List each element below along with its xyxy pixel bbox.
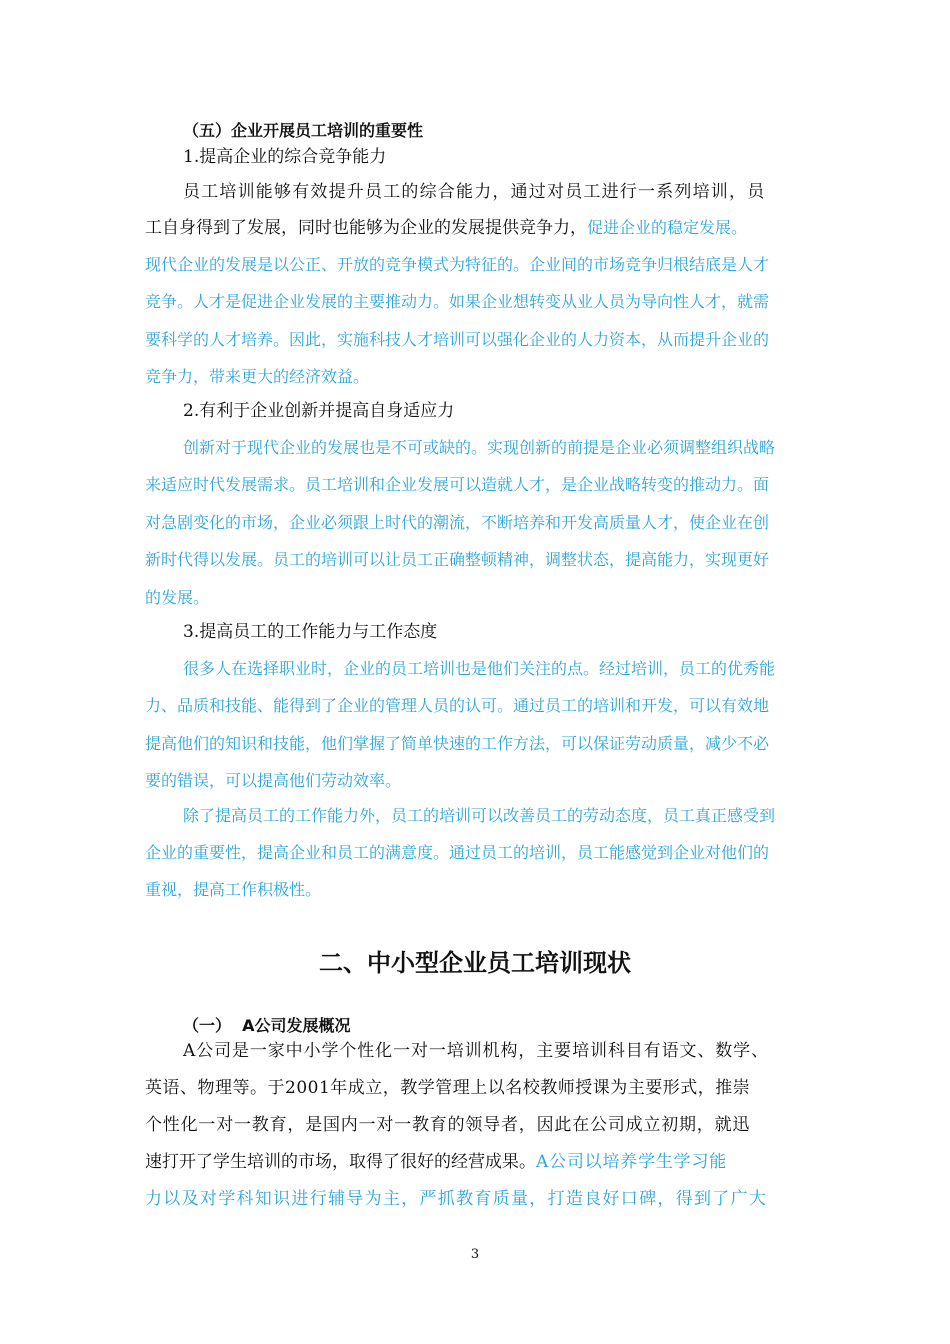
highlighted-line: 对急剧变化的市场，企业必须跟上时代的潮流，不断培养和开发高质量人才，使企业在创 [145, 513, 770, 532]
highlighted-line: 企业的重要性，提高企业和员工的满意度。通过员工的培训，员工能感觉到企业对他们的 [145, 843, 770, 862]
section-heading: （五）企业开展员工培训的重要性 [183, 121, 424, 140]
section-heading: （一） A公司发展概况 [183, 1016, 351, 1035]
paragraph-line: 员工培训能够有效提升员工的综合能力，通过对员工进行一系列培训，员 [183, 182, 766, 202]
paragraph-line [145, 217, 747, 239]
highlighted-line: 力、品质和技能、能得到了企业的管理人员的认可。通过员工的培训和开发，可以有效地 [145, 696, 770, 715]
subheading-2: 2.有利于企业创新并提高自身适应力 [183, 401, 455, 421]
text-segment: 工自身得到了发展，同时也能够为企业的发展提供竞争力， [145, 218, 587, 238]
highlighted-line: 除了提高员工的工作能力外，员工的培训可以改善员工的劳动态度，员工真正感受到 [183, 806, 776, 825]
subheading-1: 1.提高企业的综合竞争能力 [183, 147, 387, 167]
highlighted-line: 力以及对学科知识进行辅导为主，严抓教育质量，打造良好口碑，得到了广大 [145, 1189, 768, 1209]
paragraph-line: A公司是一家中小学个性化一对一培训机构，主要培训科目有语文、数学、 [183, 1041, 769, 1061]
highlighted-line: 创新对于现代企业的发展也是不可或缺的。实现创新的前提是企业必须调整组织战略 [183, 438, 776, 457]
paragraph-line [145, 1151, 727, 1173]
paragraph-line: 英语、物理等。于2001年成立，教学管理上以名校教师授课为主要形式，推崇 [145, 1078, 751, 1098]
highlighted-line: 提高他们的知识和技能，他们掌握了简单快速的工作方法，可以保证劳动质量，减少不必 [145, 734, 770, 753]
highlighted-line: 新时代得以发展。员工的培训可以让员工正确整顿精神，调整状态，提高能力，实现更好 [145, 550, 770, 569]
highlighted-line: 的发展。 [145, 588, 210, 607]
chapter-title: 二、中小型企业员工培训现状 [319, 949, 631, 977]
highlighted-line: 竞争力，带来更大的经济效益。 [145, 367, 370, 386]
page-number: 3 [470, 1247, 480, 1262]
highlighted-line: 要的错误，可以提高他们劳动效率。 [145, 771, 402, 790]
highlighted-line: 来适应时代发展需求。员工培训和企业发展可以造就人才，是企业战略转变的推动力。面 [145, 475, 770, 494]
highlighted-text-segment: A公司以培养学生学习能 [536, 1152, 728, 1172]
highlighted-line: 现代企业的发展是以公正、开放的竞争模式为特征的。企业间的市场竞争归根结底是人才 [145, 255, 770, 274]
text-segment: 速打开了学生培训的市场，取得了很好的经营成果。 [145, 1152, 536, 1172]
highlighted-line: 很多人在选择职业时，企业的员工培训也是他们关注的点。经过培训，员工的优秀能 [183, 659, 776, 678]
paragraph-line: 个性化一对一教育，是国内一对一教育的领导者，因此在公司成立初期，就迅 [145, 1115, 751, 1135]
highlighted-line: 竞争。人才是促进企业发展的主要推动力。如果企业想转变从业人员为导向性人才，就需 [145, 292, 770, 311]
subheading-3: 3.提高员工的工作能力与工作态度 [183, 622, 438, 642]
highlighted-line: 重视，提高工作积极性。 [145, 880, 322, 899]
highlighted-line: 要科学的人才培养。因此，实施科技人才培训可以强化企业的人力资本，从而提升企业的 [145, 330, 770, 349]
highlighted-text-segment: 促进企业的稳定发展。 [587, 218, 748, 237]
